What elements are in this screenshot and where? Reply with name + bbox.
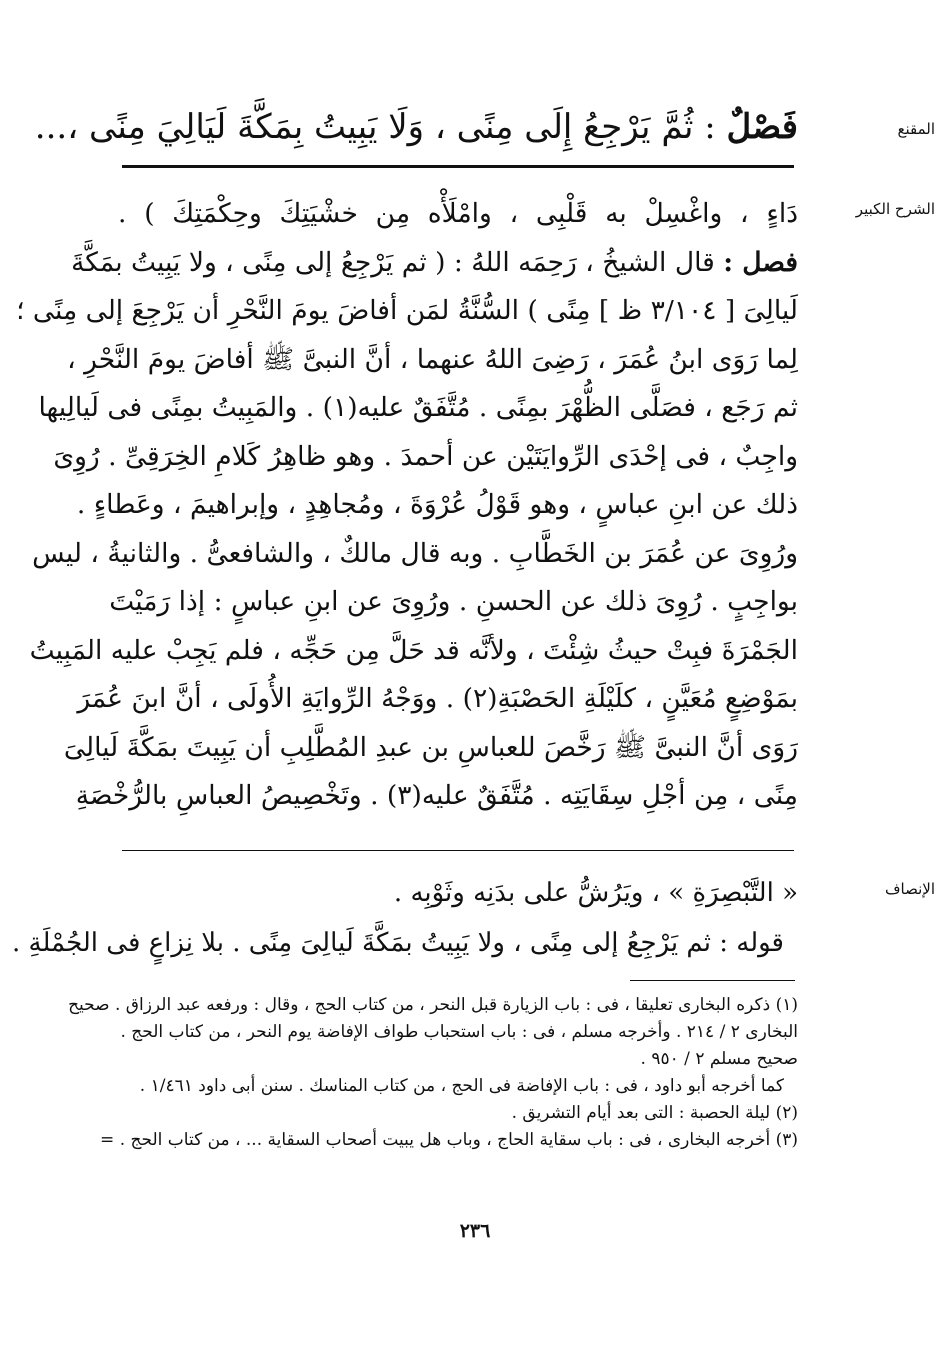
sharh-line: مِنًى ، مِن أجْلِ سِقَايَتِه . مُتَّفَقٌ عليه(٣) . وتَخْصِيصُ العباسِ بالرُّخْصَةِ (75, 780, 798, 811)
margin-label-muqni: المقنع (897, 120, 935, 138)
sharh-line: بواجِبٍ . رُوِىَ ذلك عن الحسنِ . ورُوِىَ عن ابنِ عباسٍ : إذا رَمَيْتَ (109, 586, 798, 617)
sharh-line: الجَمْرَةَ فبِتْ حيثُ شِئْتَ ، ولأنَّه قد حَلَّ مِن حَجِّه ، فلم يَجِبْ عليه المَبِيتُ (29, 634, 798, 666)
sharh-line: دَاءٍ ، واغْسِلْ به قَلْبِى ، وامْلَأْه مِن خشْيَتِكَ وحِكْمَتِكَ ) . (118, 198, 798, 229)
margin-label-sharh: الشرح الكبير (855, 200, 935, 218)
margin-label-insaf: الإنصاف (884, 880, 935, 898)
sharh-line: واجِبٌ ، فى إحْدَى الرِّوايَتَيْن عن أحمدَ . وهو ظاهِرُ كَلامِ الخِرَقِىِّ . رُوِىَ (53, 440, 798, 472)
insaf-line: قوله : ثم يَرْجِعُ إلى مِنًى ، ولا يَبِيتُ بمَكَّةَ لَيالِىَ مِنًى . بلا نِزاعٍ فى الجُمْلَةِ . (11, 928, 784, 958)
header-text: : ثُمَّ يَرْجِعُ إِلَى مِنًى ، وَلَا يَبِيتُ بِمَكَّةَ لَيَالِيَ مِنًى ،... (34, 107, 716, 147)
muqni-header (34, 98, 798, 156)
sharh-section-lead: فصل : (723, 246, 798, 278)
sharh-line: لِما رَوَى ابنُ عُمَرَ ، رَضِىَ اللهُ عنهما ، أنَّ النبىَّ ﷺ أفاضَ يومَ النَّحْرِ ، (67, 343, 798, 375)
footnotes (68, 992, 798, 1154)
header-divider (122, 165, 794, 168)
insaf-line: « التَّبْصِرَةِ » ، ويَرُشُّ على بدَنِه وثَوْبِه . (393, 878, 798, 908)
footnote-line: (١) ذكره البخارى تعليقا ، فى : باب الزيارة قبل النحر ، من كتاب الحج ، وقال : ورفعه عبد الرزاق . صحيح (68, 995, 798, 1015)
sharh-line: ورُوِىَ عن عُمَرَ بن الخَطَّابِ . وبه قال مالكٌ ، والشافعىُّ . والثانيةُ ، ليس (32, 537, 798, 569)
footnote-line: (٣) أخرجه البخارى ، فى : باب سقاية الحاج ، وباب هل يبيت أصحاب السقاية ... ، من كتاب الحج . = (100, 1130, 798, 1150)
footnote-line: كما أخرجه أبو داود ، فى : باب الإفاضة فى الحج ، من كتاب المناسك . سنن أبى داود ١/٤٦١ . (139, 1076, 784, 1096)
footnote-line: البخارى ٢ / ٢١٤ . وأخرجه مسلم ، فى : باب استحباب طواف الإفاضة يوم النحر ، من كتاب الحج . (120, 1022, 798, 1042)
header-lead: فَصْلٌ (726, 107, 798, 147)
sharh-body (16, 190, 798, 821)
sharh-line: ثم رَجَع ، فصَلَّى الظُّهْرَ بمِنًى . مُتَّفَقٌ عليه(١) . والمَبِيتُ بمِنًى فى لَيالِيها (38, 392, 798, 423)
page-number: ٢٣٦ (459, 1220, 491, 1242)
footnote-divider (630, 980, 795, 981)
sharh-line: لَيالِىَ [ ٣/١٠٤ ظ ] مِنًى ) السُّنَّةُ لمَن أفاضَ يومَ النَّحْرِ أن يَرْجِعَ إلى مِنًى ؛ (16, 295, 798, 326)
insaf-body (11, 868, 798, 968)
sharh-line: بمَوْضِعٍ مُعَيَّنٍ ، كلَيْلَةِ الحَصْبَةِ(٢) . ووَجْهُ الرِّوايَةِ الأُولَى ، أنَّ ابنَ عُمَرَ (77, 683, 798, 714)
footnote-line: (٢) ليلة الحصبة : التى بعد أيام التشريق . (511, 1103, 798, 1123)
sharh-line: فصل : قال الشيخُ ، رَحِمَه اللهُ : ( ثم يَرْجِعُ إلى مِنًى ، ولا يَبِيتُ بمَكَّةَ (71, 246, 798, 278)
footnote-line: صحيح مسلم ٢ / ٩٥٠ . (640, 1049, 798, 1069)
sharh-divider (122, 850, 794, 851)
sharh-line: رَوَى أنَّ النبىَّ ﷺ رَخَّصَ للعباسِ بن عبدِ المُطَّلِبِ أن يَبِيتَ بمَكَّةَ لَيالِىَ (63, 731, 798, 763)
sharh-line: ذلك عن ابنِ عباسٍ ، وهو قَوْلُ عُرْوَةَ ، ومُجاهِدٍ ، وإبراهيمَ ، وعَطاءٍ . (76, 489, 798, 520)
